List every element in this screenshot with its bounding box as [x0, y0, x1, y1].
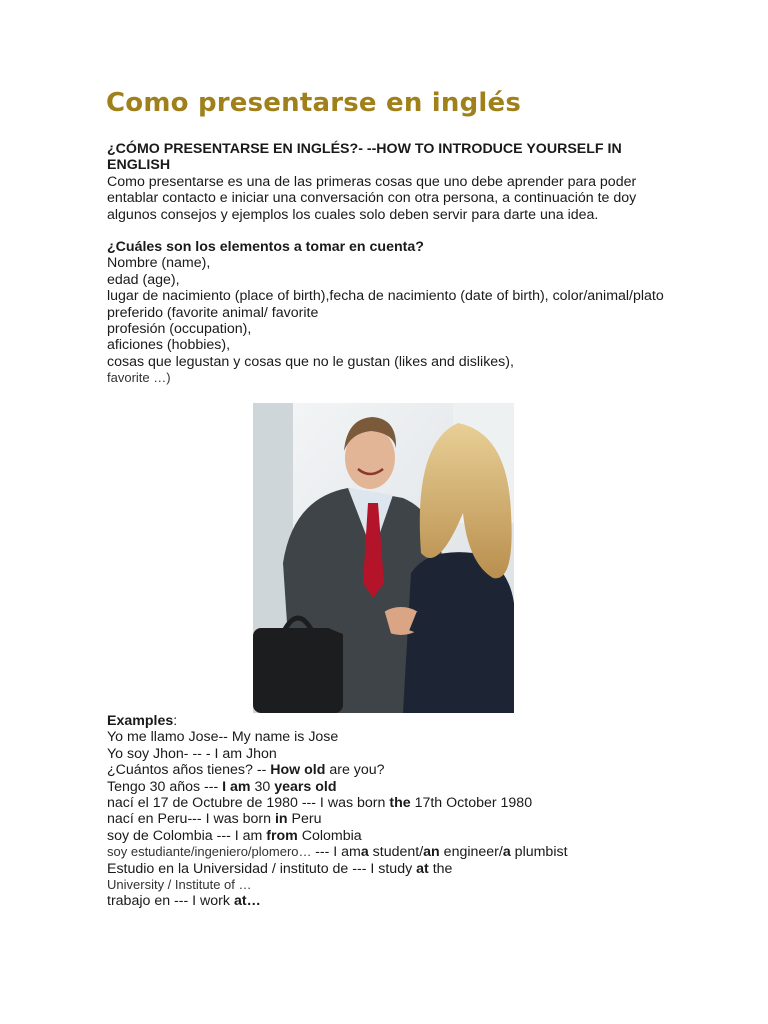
- example-segment: are you?: [325, 762, 385, 779]
- example-line: [107, 861, 707, 877]
- example-segment: student/: [368, 844, 424, 861]
- example-segment: Yo me llamo Jose-- My name is Jose: [107, 729, 339, 746]
- example-segment: soy estudiante/ingeniero/plomero…: [107, 844, 316, 860]
- intro-paragraph: Como presentarse es una de las primeras cosas que uno debe aprender para poder entablar contacto e iniciar una conversación con otra persona, a continuación te doy algunos consejos y ejemplos los cuales solo deben servir para darte una idea.: [107, 173, 637, 223]
- examples-heading: Examples: [107, 713, 174, 729]
- example-line: [107, 779, 707, 795]
- example-line: [107, 828, 707, 844]
- example-line: [107, 811, 707, 827]
- intro-heading: ¿CÓMO PRESENTARSE EN INGLÉS?- --HOW TO INTRODUCE YOURSELF IN ENGLISH: [107, 141, 622, 174]
- example-segment: from: [266, 827, 298, 844]
- examples-list: [107, 729, 707, 909]
- list-item: cosas que legustan y cosas que no le gustan (likes and dislikes),: [107, 353, 514, 370]
- example-segment: University / Institute of …: [107, 877, 252, 893]
- list-item: aficiones (hobbies),: [107, 337, 231, 354]
- example-segment: nací el 17 de Octubre de 1980 --- I was born: [107, 795, 390, 812]
- example-segment: at…: [233, 893, 261, 910]
- list-item: favorite …): [107, 370, 171, 386]
- example-line: [107, 877, 707, 893]
- example-line: [107, 844, 707, 860]
- example-segment: Peru: [287, 811, 322, 828]
- example-segment: years old: [274, 778, 337, 795]
- example-segment: ¿Cuántos años tienes? --: [107, 762, 271, 779]
- example-segment: plumbist: [510, 844, 568, 861]
- handshake-photo: [253, 403, 514, 713]
- example-segment: I am: [222, 778, 251, 795]
- handshake-illustration: [253, 403, 514, 713]
- list-item: lugar de nacimiento (place of birth),fecha de nacimiento (date of birth), color/animal/plato preferido (favorite animal/ favorite: [107, 288, 664, 321]
- example-segment: Yo soy Jhon- -- - I am Jhon: [107, 745, 277, 762]
- intro-section: [107, 141, 667, 223]
- elements-heading: ¿Cuáles son los elementos a tomar en cuenta?: [107, 239, 424, 255]
- examples-section: [107, 713, 707, 910]
- example-segment: --- I am: [315, 844, 361, 861]
- example-segment: a: [360, 844, 369, 861]
- example-segment: 30: [250, 778, 275, 795]
- example-line: [107, 762, 707, 778]
- example-segment: the: [389, 795, 411, 812]
- example-line: [107, 729, 707, 745]
- page-title: Como presentarse en inglés: [106, 88, 522, 118]
- example-line: [107, 746, 707, 762]
- example-segment: engineer/: [439, 844, 503, 861]
- example-line: [107, 893, 707, 909]
- list-item: profesión (occupation),: [107, 321, 252, 338]
- example-segment: soy de Colombia --- I am: [107, 827, 267, 844]
- example-segment: in: [274, 811, 288, 828]
- example-segment: the: [428, 860, 453, 877]
- example-segment: Colombia: [297, 827, 362, 844]
- list-item: Nombre (name),: [107, 255, 211, 272]
- example-segment: nací en Peru--- I was born: [107, 811, 275, 828]
- list-item: edad (age),: [107, 271, 180, 288]
- example-segment: a: [502, 844, 511, 861]
- example-segment: Tengo 30 años ---: [107, 778, 223, 795]
- example-segment: Estudio en la Universidad / instituto de --- I study: [107, 860, 417, 877]
- example-segment: at: [416, 860, 429, 877]
- example-segment: 17th October 1980: [410, 795, 533, 812]
- example-line: [107, 795, 707, 811]
- elements-section: [107, 239, 677, 387]
- examples-heading-line: [107, 713, 707, 729]
- example-segment: trabajo en --- I work: [107, 893, 234, 910]
- examples-colon: :: [173, 713, 178, 729]
- example-segment: How old: [270, 762, 326, 779]
- example-segment: an: [423, 844, 440, 861]
